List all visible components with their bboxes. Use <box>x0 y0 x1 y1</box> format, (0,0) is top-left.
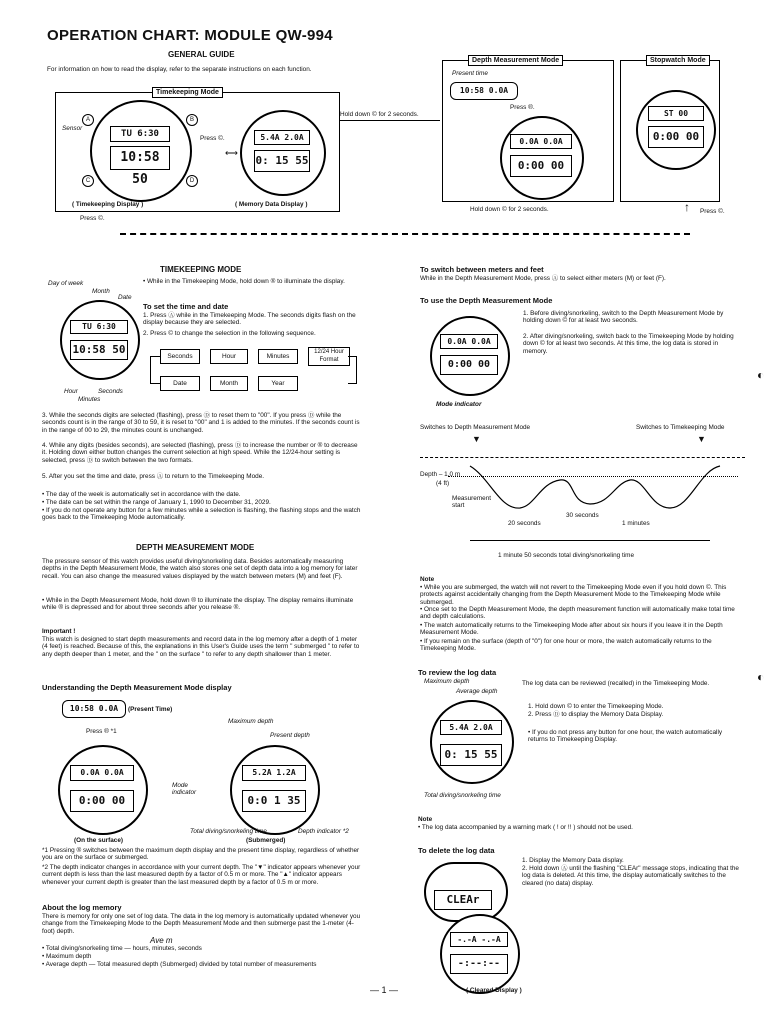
mem-lcd-top: 5.4A 2.0A <box>254 130 310 145</box>
flow-month: Month <box>210 376 248 391</box>
depth-4ft-label: (4 ft) <box>436 480 450 487</box>
on-surface-caption: (On the surface) <box>74 837 124 844</box>
flow-seconds: Seconds <box>160 349 200 364</box>
handwriting-note: Ave m <box>150 936 173 945</box>
switch-units-heading: To switch between meters and feet <box>420 265 544 274</box>
review-bullet: • If you do not press any button for one hour, the watch automatically returns to Timekeeping Display. <box>528 729 723 744</box>
review-log-heading: To review the log data <box>418 668 497 677</box>
switches-to-tk-label: Switches to Timekeeping Mode <box>636 424 725 431</box>
press-c-right-label: Press ©. <box>700 208 725 215</box>
switch-units-text: While in the Depth Measurement Mode, press Ⓐ to select either meters (M) or feet (F). <box>420 275 666 282</box>
t30-label: 30 seconds <box>566 512 599 519</box>
tk-lcd-top: TU 6:30 <box>110 126 170 142</box>
right-note-2: • Once set to the Depth Measurement Mode, the depth measurement function will automatically make total time and depth calculations. <box>420 606 735 621</box>
depth-intro: The pressure sensor of this watch provides useful diving/snorkeling data. Besides automatically measuring depths in the Depth Measurement Mode, the watch also stores one set of depth data into a log memory for later recall. You can also change the measured values displayed by the watch between meters (M) and feet (F). <box>42 558 358 580</box>
hold-down-label: Hold down © for 2 seconds. <box>340 111 419 118</box>
punch-hole-icon-2: ◐ <box>757 670 765 684</box>
important-text: This watch is designed to start depth measurements and record data in the log memory after a depth of 1 meter (4 feet) is reached. Because of this, the explanations in this User's Guide uses the term " submerged " to refer to any depth deeper than 1 meter, and the " on the surface " to refer to any depth shallower than 1 meter. <box>42 636 360 658</box>
button-b[interactable]: B <box>186 114 198 126</box>
tk2-lcd-bottom: 10:58 50 <box>70 340 128 360</box>
depth-lcd-top: 0.0A 0.0A <box>510 134 572 149</box>
mode-indicator-right: Mode indicator <box>436 401 482 408</box>
clear-lcd: CLEAr <box>434 890 492 910</box>
hour-label: Hour <box>64 388 78 395</box>
tk-note1: • The day of the week is automatically set in accordance with the date. <box>42 491 241 498</box>
date-label: Date <box>118 294 132 301</box>
up-arrow-icon: ↑ <box>684 200 690 214</box>
review-max-depth-label: Maximum depth <box>424 678 470 685</box>
tk2-lcd-top: TU 6:30 <box>70 320 128 334</box>
tk-step5: 5. After you set the time and date, press Ⓐ to return to the Timekeeping Mode. <box>42 473 265 480</box>
surface-lcd-top: 0.0A 0.0A <box>70 765 134 781</box>
present-time-lcd: 10:58 0.0A <box>62 700 126 718</box>
review-total-time-label: Total diving/snorkeling time <box>424 792 501 799</box>
general-guide-heading: GENERAL GUIDE <box>168 50 235 59</box>
right-note-4: • If you remain on the surface (depth of "0") for one hour or more, the watch automatically returns to the Timekeeping Mode. <box>420 638 712 653</box>
down-triangle-2: ▼ <box>697 434 706 444</box>
switches-to-depth-label: Switches to Depth Measurement Mode <box>420 424 531 431</box>
submerged-lcd-top: 5.2A 1.2A <box>242 765 306 781</box>
measurement-start-label: Measurement start <box>452 495 492 510</box>
depth-bullet: • While in the Depth Measurement Mode, hold down ® to illuminate the display. The display remains illuminate while ® is depressed and for about three seconds after you release ®. <box>42 597 354 612</box>
submerged-lcd-bottom: 0:0 1 35 <box>242 790 306 812</box>
flow-loop-left <box>150 356 161 384</box>
depth-1m-label: Depth – 1.0 m <box>420 471 461 478</box>
mode-indicator-label: Mode indicator <box>172 782 197 797</box>
use-step2: 2. After diving/snorkeling, switch back to the Timekeeping Mode by holding down © for at least two seconds. At this time, the log data is stored in memory. <box>523 333 734 355</box>
depth-indicator-label: Depth indicator *2 <box>298 828 349 835</box>
return-path-line <box>120 233 690 235</box>
footnote-1: *1 Pressing ® switches between the maximum depth display and the present time display, regardless of whether you are on the surface or submerged. <box>42 847 360 862</box>
delete-log-heading: To delete the log data <box>418 846 495 855</box>
sw-lcd-top: ST 00 <box>648 106 704 121</box>
intro-text: For information on how to read the display, refer to the separate instructions on each function. <box>47 66 312 73</box>
t20-label: 20 seconds <box>508 520 541 527</box>
depth-small-lcd: 10:58 0.0A <box>450 82 518 100</box>
note2-text: • The log data accompanied by a warning mark ( ! or !! ) should not be used. <box>418 824 633 831</box>
total-time-caption: 1 minute 50 seconds total diving/snorkeling time <box>498 552 635 559</box>
page-number: — 1 — <box>370 985 399 995</box>
sw-lcd-bottom: 0:00 00 <box>648 126 704 148</box>
tk-step2: 2. Press © to change the selection in the following sequence. <box>143 330 316 337</box>
use-step1: 1. Before diving/snorkeling, switch to the Depth Measurement Mode by holding down © for at least two seconds. <box>523 310 724 325</box>
t1m-label: 1 minutes <box>622 520 650 527</box>
dive-profile-svg <box>450 458 740 518</box>
mem-lcd-bottom: 0: 15 55 <box>254 150 310 172</box>
page-title: OPERATION CHART: MODULE QW-994 <box>47 27 333 44</box>
understanding-heading: Understanding the Depth Measurement Mode display <box>42 683 232 692</box>
press-b1-label: Press ® *1 <box>86 728 117 735</box>
review-step1: 1. Hold down © to enter the Timekeeping Mode. <box>528 703 664 710</box>
seconds-label: Seconds <box>98 388 123 395</box>
important-heading: Important ! <box>42 628 76 635</box>
hold-down-bottom-label: Hold down © for 2 seconds. <box>470 206 549 213</box>
button-a[interactable]: A <box>82 114 94 126</box>
total-time-bracket <box>470 540 710 541</box>
present-time-label: Present time <box>452 70 488 77</box>
use-lcd-bottom: 0:00 00 <box>440 355 498 375</box>
review-text: The log data can be reviewed (recalled) in the Timekeeping Mode. <box>522 680 710 687</box>
set-time-heading: To set the time and date <box>143 302 229 311</box>
tk-note3: • If you do not operate any button for a few minutes while a selection is flashing, the flashing stops and the watch goes back to the Timekeeping Mode automatically. <box>42 507 361 522</box>
note2-heading: Note <box>418 816 433 823</box>
delete-step2: 2. Hold down Ⓐ until the flashing "CLEAr" message stops, indicating that the log data is deleted. At this time, the display automatically switches to the cleared (no data) display. <box>522 865 739 887</box>
sensor-label: Sensor <box>62 125 83 132</box>
tk-lcd-bottom: 10:58 50 <box>110 146 170 170</box>
cleared-caption: ( Cleared Display ) <box>466 987 522 994</box>
depth-lcd-bottom: 0:00 00 <box>510 155 572 177</box>
maximum-depth-label: Maximum depth <box>228 718 274 725</box>
submerged-caption: (Submerged) <box>246 837 286 844</box>
right-note-1: • While you are submerged, the watch will not revert to the Timekeeping Mode even if you hold down ©. This protects against accidentally changing from the Depth Measurement Mode to the Timekeeping Mode while submerged. <box>420 584 727 606</box>
down-triangle-1: ▼ <box>472 434 481 444</box>
memory-display-caption: ( Memory Data Display ) <box>235 201 308 208</box>
press-c-label: Press ©. <box>200 135 225 142</box>
depth-heading: DEPTH MEASUREMENT MODE <box>136 543 255 552</box>
timekeeping-mode-label: Timekeeping Mode <box>152 87 223 98</box>
month-label: Month <box>92 288 110 295</box>
mem-item-3: • Average depth — Total measured depth (Submerged) divided by total number of measurements <box>42 961 317 968</box>
timekeeping-display-caption: ( Timekeeping Display ) <box>72 201 144 208</box>
cleared-lcd-top: -.-A -.-A <box>450 932 508 947</box>
present-depth-label: Present depth <box>270 732 310 739</box>
review-watch <box>430 700 514 784</box>
double-arrow-icon: ⟷ <box>225 148 238 158</box>
surface-lcd-bottom: 0:00 00 <box>70 790 134 812</box>
tk-step1: 1. Press Ⓐ while in the Timekeeping Mode. The seconds digits flash on the display because they are selected. <box>143 312 356 327</box>
tk-step4: 4. While any digits (besides seconds), are selected (flashing), press Ⓓ to increase the number or ® to decrease it. Holding down either button changes the current selection at high speed. While the 12/24-hour setting is selected, press Ⓓ to switch between the two formats. <box>42 442 358 464</box>
note-heading: Note <box>420 576 435 583</box>
button-d[interactable]: D <box>186 175 198 187</box>
mem-item-1: • Total diving/snorkeling time — hours, minutes, seconds <box>42 945 202 952</box>
mem-item-2: • Maximum depth <box>42 953 92 960</box>
flow-12-24: 12/24 Hour Format <box>308 347 350 366</box>
log-memory-heading: About the log memory <box>42 903 122 912</box>
flow-hour: Hour <box>210 349 248 364</box>
depth-mode-label: Depth Measurement Mode <box>468 55 563 66</box>
stopwatch-mode-label: Stopwatch Mode <box>646 55 710 66</box>
button-c[interactable]: C <box>82 175 94 187</box>
press-c-bottom-label: Press ©. <box>80 215 105 222</box>
present-time-caption: (Present Time) <box>128 706 173 713</box>
review-lcd-top: 5.4A 2.0A <box>440 720 502 735</box>
flow-loop-right <box>348 356 357 384</box>
tk-note2: • The date can be set within the range of January 1, 1990 to December 31, 2029. <box>42 499 271 506</box>
use-depth-heading: To use the Depth Measurement Mode <box>420 296 553 305</box>
right-note-3: • The watch automatically returns to the Timekeeping Mode after about six hours if you leave it in the Depth Measurement Mode. <box>420 622 723 637</box>
footnote-2: *2 The depth indicator changes in accordance with your current depth. The "▼" indicator appears whenever your current depth is less than the last measured depth by a factor of 0.5 m or more. The "▲" indicator appears whenever your current depth is greater than the last measured depth by a factor of 0.5 m or more. <box>42 864 361 886</box>
flow-minutes: Minutes <box>258 349 298 364</box>
review-lcd-bottom: 0: 15 55 <box>440 744 502 766</box>
hold-arrow-line <box>340 120 440 121</box>
review-step2: 2. Press Ⓓ to display the Memory Data Display. <box>528 711 664 718</box>
log-memory-text: There is memory for only one set of log data. The data in the log memory is automatically updated whenever you change from the Timekeeping Mode to the Depth Measurement Mode and then submerge past the 1-meter (4-foot) depth. <box>42 913 361 935</box>
total-time-label: Total diving/snorkeling time <box>190 828 267 835</box>
delete-step1: 1. Display the Memory Data display. <box>522 857 624 864</box>
flow-date: Date <box>160 376 200 391</box>
tk-light-bullet: • While in the Timekeeping Mode, hold down ® to illuminate the display. <box>143 278 345 285</box>
day-of-week-label: Day of week <box>48 280 84 287</box>
tk-step3: 3. While the seconds digits are selected (flashing), press Ⓓ to reset them to "00". If you press Ⓓ while the seconds count is in the range of 30 to 59, it is reset to "00" and 1 is added to the minutes. If the seconds count is in the range of 00 to 29, the minutes count is unchanged. <box>42 412 360 434</box>
use-lcd-top: 0.0A 0.0A <box>440 334 498 349</box>
punch-hole-icon: ◐ <box>757 368 765 382</box>
timekeeping-heading: TIMEKEEPING MODE <box>160 265 242 274</box>
flow-year: Year <box>258 376 298 391</box>
press-b-label: Press ®. <box>510 104 535 111</box>
review-avg-depth-label: Average depth <box>456 688 498 695</box>
minutes-label: Minutes <box>78 396 101 403</box>
cleared-lcd-bottom: -:--:-- <box>450 954 508 974</box>
